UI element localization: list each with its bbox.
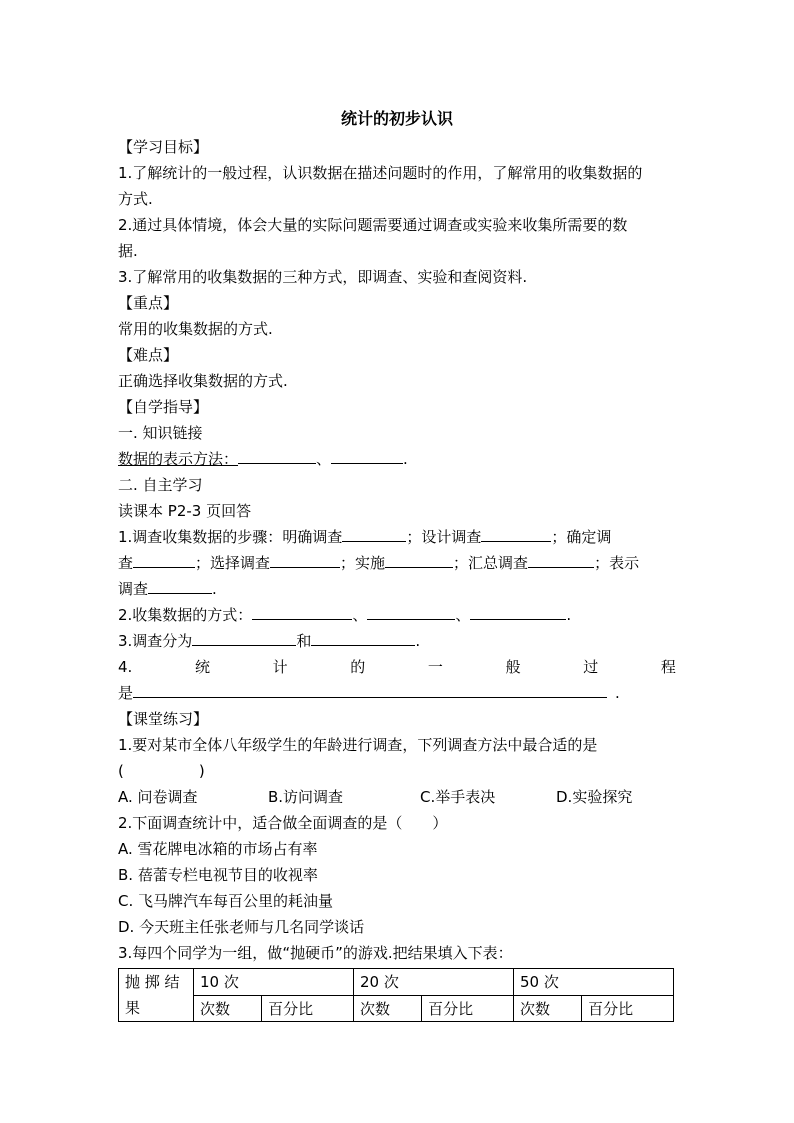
answer-blank[interactable] [342, 526, 406, 542]
table-sub-header: 百分比 [422, 995, 514, 1022]
answer-blank[interactable] [528, 552, 594, 568]
practice-1-options [118, 784, 676, 810]
option-d: D. 今天班主任张老师与几名同学谈话 [118, 918, 365, 936]
practice-1-answer-paren: ( ) [118, 762, 205, 780]
difficulty-heading: 【难点】 [118, 346, 179, 364]
goal-2b: 据. [118, 242, 138, 260]
answer-blank[interactable] [367, 604, 455, 620]
option-b: B.访问调查 [268, 788, 344, 806]
answer-blank[interactable] [238, 448, 316, 464]
practice-1-question: 1.要对某市全体八年级学生的年龄进行调查，下列调查方法中最合适的是 [118, 736, 598, 754]
table-corner-cell: 抛 掷 结果 [119, 969, 194, 1022]
option-c: C. 飞马牌汽车每百公里的耗油量 [118, 892, 334, 910]
part2-title: 二. 自主学习 [118, 476, 203, 494]
table-sub-header: 次数 [353, 995, 421, 1022]
answer-blank[interactable] [133, 552, 195, 568]
part1-title: 一. 知识链接 [118, 424, 203, 442]
practice-heading: 【课堂练习】 [118, 710, 209, 728]
question-1-line2: 查 ；选择调查 ；实施 ；汇总调查 ；表示 [118, 554, 640, 572]
answer-blank[interactable] [192, 630, 296, 646]
question-2: 2.收集数据的方式： 、 、 . [118, 606, 572, 624]
table-sub-header: 次数 [513, 995, 581, 1022]
worksheet [118, 104, 676, 1022]
page-title: 统计的初步认识 [340, 109, 453, 128]
answer-blank[interactable] [270, 552, 340, 568]
part2-intro: 读课本 P2-3 页回答 [118, 502, 252, 520]
answer-blank[interactable] [252, 604, 352, 620]
answer-blank[interactable] [133, 682, 607, 698]
part1-question: 数据的表示方法： 、 . [118, 450, 408, 468]
option-d: D.实验探究 [556, 788, 633, 806]
answer-blank[interactable] [148, 578, 212, 594]
answer-blank[interactable] [481, 526, 551, 542]
question-1-line1: 1.调查收集数据的步骤：明确调查 ；设计调查 ；确定调 [118, 528, 612, 546]
table-group-header: 20 次 [353, 969, 513, 996]
practice-3-question: 3.每四个同学为一组，做“抛硬币”的游戏.把结果填入下表： [118, 944, 513, 962]
table-sub-header: 次数 [194, 995, 262, 1022]
difficulty-text: 正确选择收集数据的方式. [118, 372, 288, 390]
goal-1b: 方式. [118, 190, 153, 208]
option-c: C.举手表决 [420, 788, 496, 806]
guide-heading: 【自学指导】 [118, 398, 209, 416]
option-a: A. 问卷调查 [118, 788, 198, 806]
question-4-line2: 是 . [118, 684, 620, 702]
answer-blank[interactable] [311, 630, 415, 646]
practice-2-question: 2.下面调查统计中，适合做全面调查的是（ ） [118, 814, 448, 832]
table-group-header: 50 次 [513, 969, 673, 996]
goal-3: 3.了解常用的收集数据的三种方式，即调查、实验和查阅资料. [118, 268, 528, 286]
goals-heading: 【学习目标】 [118, 138, 209, 156]
table-group-header: 10 次 [194, 969, 354, 996]
part1-text: 数据的表示方法： [118, 450, 239, 468]
results-table [118, 968, 674, 1022]
keypoint-heading: 【重点】 [118, 294, 179, 312]
question-3: 3.调查分为 和 . [118, 632, 421, 650]
question-4-line1: 4. 统 计 的 一 般 过 程 [118, 658, 676, 676]
question-1-line3: 调查 . [118, 580, 217, 598]
goal-2a: 2.通过具体情境，体会大量的实际问题需要通过调查或实验来收集所需要的数 [118, 216, 628, 234]
goal-1a: 1.了解统计的一般过程，认识数据在描述问题时的作用，了解常用的收集数据的 [118, 164, 643, 182]
option-a: A. 雪花牌电冰箱的市场占有率 [118, 840, 318, 858]
table-sub-header: 百分比 [262, 995, 354, 1022]
keypoint-text: 常用的收集数据的方式. [118, 320, 273, 338]
option-b: B. 蓓蕾专栏电视节目的收视率 [118, 866, 318, 884]
table-sub-header: 百分比 [582, 995, 674, 1022]
answer-blank[interactable] [385, 552, 453, 568]
answer-blank[interactable] [331, 448, 403, 464]
answer-blank[interactable] [470, 604, 566, 620]
